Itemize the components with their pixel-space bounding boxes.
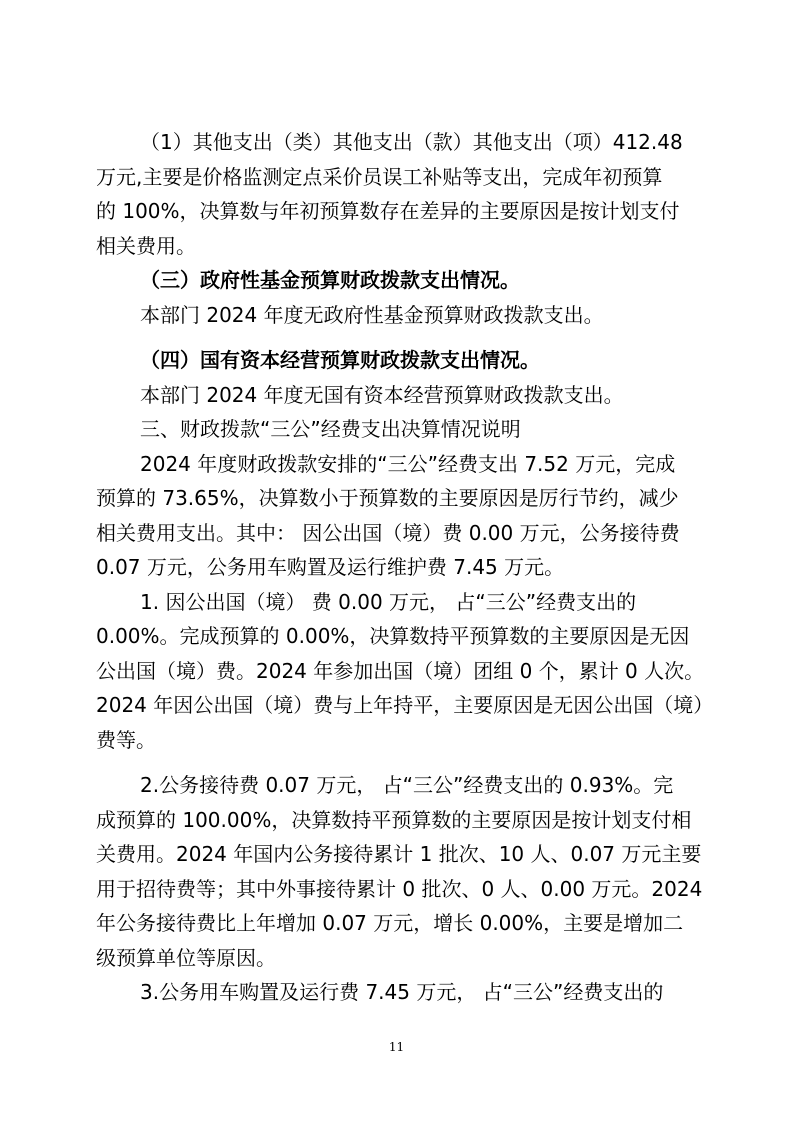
section-heading: 三、财政拨款“三公”经费支出决算情况说明 — [140, 417, 521, 441]
text-line: （1）其他支出（类）其他支出（款）其他支出（项）412.48 — [140, 130, 683, 154]
text-line: 2024 年度财政拨款安排的“三公”经费支出 7.52 万元，完成 — [140, 451, 676, 476]
text-line: 本部门 2024 年度无国有资本经营预算财政拨款支出。 — [140, 382, 624, 407]
paragraph-other-expenditure — [96, 125, 698, 263]
page-number: 11 — [388, 1040, 405, 1054]
text-line: 关费用。2024 年国内公务接待累计 1 批次、10 人、0.07 万元主要 — [96, 842, 702, 866]
text-line: 相关费用。 — [96, 233, 196, 258]
text-line: 用于招待费等；其中外事接待累计 0 批次、0 人、0.00 万元。2024 — [96, 876, 703, 901]
paragraph-three-public-summary — [96, 447, 698, 585]
text-line: 年公务接待费比上年增加 0.07 万元，增长 0.00%，主要是增加二 — [96, 911, 684, 935]
document-body — [96, 125, 714, 1010]
text-line: 费等。 — [96, 727, 156, 752]
text-line: 万元,主要是价格监测定点采价员误工补贴等支出，完成年初预算 — [96, 164, 663, 189]
paragraph-official-vehicle — [96, 975, 698, 1010]
text-line: 公出国（境）费。2024 年参加出国（境）团组 0 个，累计 0 人次。 — [96, 658, 705, 683]
paragraph-government-fund — [96, 298, 698, 333]
section-heading: （三）政府性基金预算财政拨款支出情况。 — [140, 268, 520, 292]
text-line: 相关费用支出。其中： 因公出国（境）费 0.00 万元，公务接待费 — [96, 520, 680, 545]
section-heading: （四）国有资本经营预算财政拨款支出情况。 — [140, 348, 540, 372]
text-line: 级预算单位等原因。 — [96, 945, 276, 970]
text-line: 的 100%，决算数与年初预算数存在差异的主要原因是按计划支付 — [96, 199, 680, 223]
text-line: 3.公务用车购置及运行费 7.45 万元， 占“三公”经费支出的 — [140, 980, 664, 1004]
text-line: 0.07 万元，公务用车购置及运行维护费 7.45 万元。 — [96, 555, 565, 579]
text-line: 2024 年因公出国（境）费与上年持平，主要原因是无因公出国（境） — [96, 693, 714, 717]
text-line: 2.公务接待费 0.07 万元， 占“三公”经费支出的 0.93%。完 — [140, 773, 674, 797]
paragraph-state-capital — [96, 378, 698, 413]
text-line: 本部门 2024 年度无政府性基金预算财政拨款支出。 — [140, 302, 604, 327]
text-line: 成预算的 100.00%，决算数持平预算数的主要原因是按计划支付相 — [96, 807, 692, 832]
text-line: 0.00%。完成预算的 0.00%，决算数持平预算数的主要原因是无因 — [96, 624, 690, 648]
text-line: 预算的 73.65%，决算数小于预算数的主要原因是厉行节约，减少 — [96, 486, 679, 510]
heading-government-fund — [96, 263, 698, 298]
heading-three-public — [96, 412, 698, 447]
heading-state-capital — [96, 343, 698, 378]
text-line: 1. 因公出国（境） 费 0.00 万元， 占“三公”经费支出的 — [140, 589, 637, 614]
paragraph-overseas-travel — [96, 585, 714, 758]
paragraph-official-reception — [96, 768, 703, 975]
